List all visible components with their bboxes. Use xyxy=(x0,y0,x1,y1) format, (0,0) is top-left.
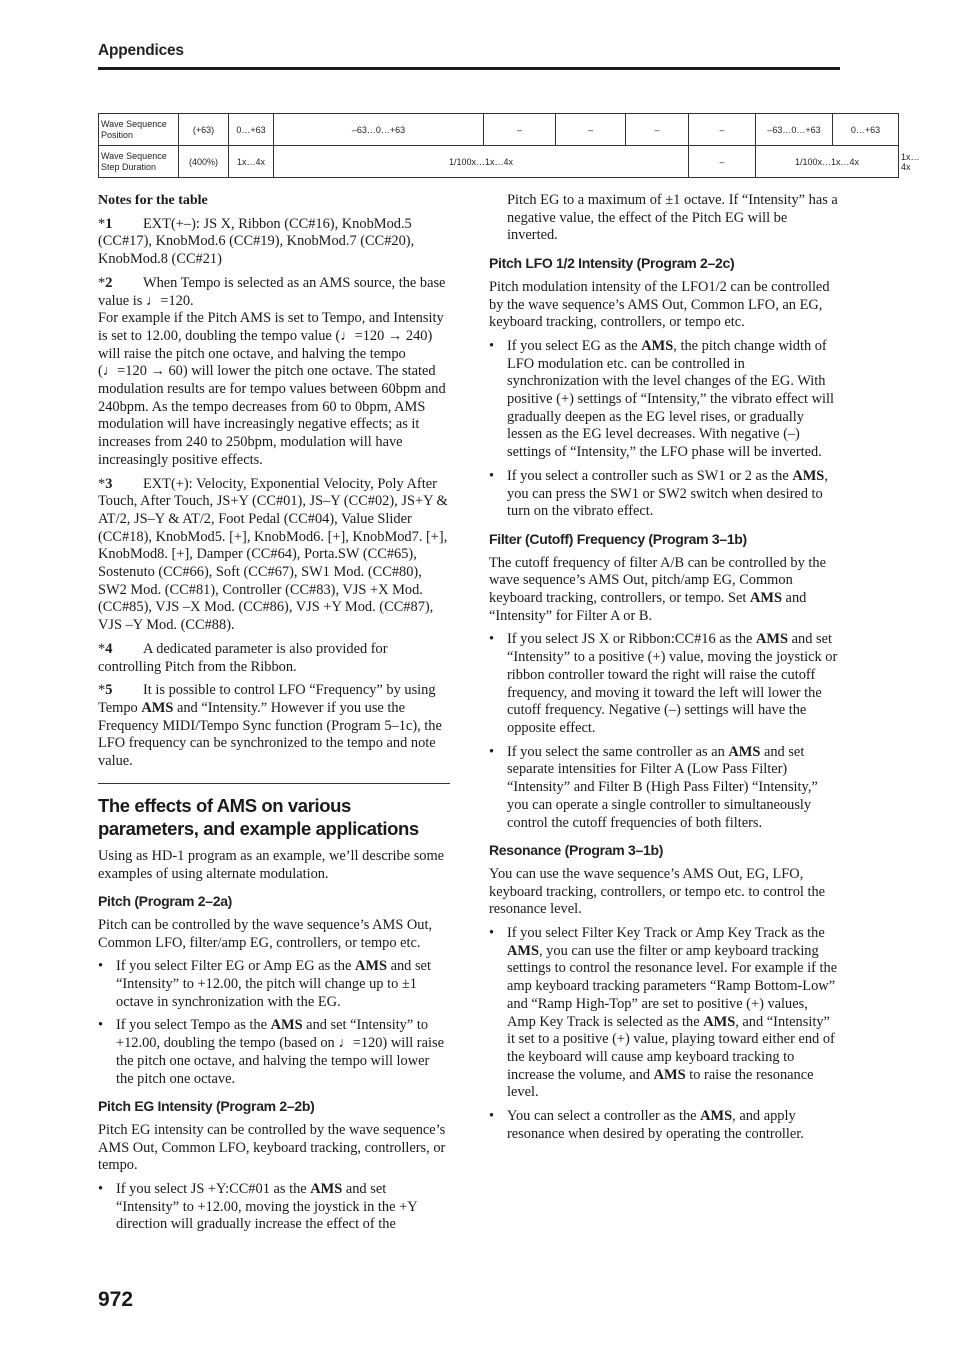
page-header xyxy=(98,42,840,60)
subheading-filter: Filter (Cutoff) Frequency (Program 3–1b) xyxy=(489,530,747,547)
notes-heading: Notes for the table xyxy=(98,193,208,208)
param-range: –63…0…+63 xyxy=(274,114,484,146)
param-base: (400%) xyxy=(179,146,229,178)
table-note: *2 When Tempo is selected as an AMS source, the base value is ♩=120. xyxy=(98,274,446,309)
list-item: • If you select EG as the AMS, the pitch change width of LFO modulation etc. can be controlled in synchronization with the level changes of the EG. With positive (+) settings of “Intensity,” the vibrato effect will gradually deepen as the EG level rises, or gradually lessen as the EG level decreases. With negative (–) settings of “Intensity,” the LFO phase will be inverted. xyxy=(489,337,835,461)
section-title: The effects of AMS on various parameters, and example applications xyxy=(98,794,419,839)
subheading-resonance: Resonance (Program 3–1b) xyxy=(489,842,664,859)
param-dash: – xyxy=(484,114,556,146)
list-item: • If you select the same controller as an AMS and set separate intensities for Filter A (Low Pass Filter) “Intensity” and Filter B (High Pass Filter) “Intensity,” you can operate a single controller to simultaneously control the cutoff frequencies of both filters. xyxy=(489,743,818,831)
list-item: • You can select a controller as the AMS, and apply resonance when desired by operating the controller. xyxy=(489,1108,804,1142)
table-note-continued: For example if the Pitch AMS is set to Tempo, and Intensity is set to 12.00, doubling the tempo value (♩=120 → 240) will raise the pitch one octave, and halving the tempo (♩=120 → 60) will lower the pitch one octave. The stated modulation results are for tempo values between 60bpm and 240bpm. As the tempo decreases from 60 to 0bpm, AMS modulation will have increasingly negative effects; as it increases from 240 to 250bpm, modulation will have increasingly positive effects. xyxy=(98,310,446,468)
subheading-pitch-lfo: Pitch LFO 1/2 Intensity (Program 2–2c) xyxy=(489,255,735,272)
paragraph: Pitch EG intensity can be controlled by the wave sequence’s AMS Out, Common LFO, keyboard tracking, controllers, or tempo. xyxy=(98,1121,446,1174)
bullet-list xyxy=(489,631,839,832)
param-dash: – xyxy=(626,114,689,146)
bullet-list xyxy=(489,925,839,1143)
list-item: • If you select a controller such as SW1 or 2 as the AMS, you can press the SW1 or SW2 switch when desired to turn on the vibrato effect. xyxy=(489,467,828,520)
list-item: • If you select Filter EG or Amp EG as the AMS and set “Intensity” to +12.00, the pitch will change up to ±1 octave in synchronization with the EG. xyxy=(98,958,431,1010)
right-column xyxy=(489,192,839,1149)
paragraph: Pitch can be controlled by the wave sequence’s AMS Out, Common LFO, filter/amp EG, controllers, or tempo etc. xyxy=(98,916,433,951)
section-intro: Using as HD-1 program as an example, we’ll describe some examples of using alternate modulation. xyxy=(98,847,445,882)
list-item: • If you select Tempo as the AMS and set “Intensity” to +12.00, doubling the tempo (based on ♩=120) will raise the pitch one octave, and halving the tempo will lower the pitch one octave. xyxy=(98,1017,444,1087)
param-base: (+63) xyxy=(179,114,229,146)
paragraph: Pitch modulation intensity of the LFO1/2 can be controlled by the wave sequence’s AMS Out, Common LFO, an EG, keyboard tracking, controllers, or tempo etc. xyxy=(489,278,830,331)
table-row: Wave Sequence Step Duration (400%) 1x…4x 1/100x…1x…4x – 1/100x…1x…4x 1x…4x xyxy=(99,146,899,178)
list-item: • If you select Filter Key Track or Amp Key Track as the AMS, you can use the filter or amp keyboard tracking settings to control the resonance level. For example if the amp keyboard tracking parameters “Ramp Bottom-Low” and “Ramp High-Top” are set to positive (+) values, Amp Key Track is selected as the AMS, and “Intensity” it set to a positive (+) value, playing toward either end of the keyboard will cause amp keyboard tracking to increase the volume, and AMS to raise the resonance level. xyxy=(489,925,838,1101)
table-row xyxy=(99,114,899,146)
param-range: 1/100x…1x…4x xyxy=(756,146,899,178)
param-range: 1x…4x xyxy=(229,146,274,178)
continued-paragraph: Pitch EG to a maximum of ±1 octave. If “Intensity” has a negative value, the effect of the Pitch EG will be inverted. xyxy=(507,192,838,244)
parameter-table xyxy=(98,113,920,178)
param-dash: – xyxy=(689,114,756,146)
bullet-list xyxy=(98,1181,450,1234)
table-note: *5 It is possible to control LFO “Frequency” by using Tempo AMS and “Intensity.” However if you use the Frequency MIDI/Tempo Sync function (Program 5–1c), the LFO frequency can be synchronized to the tempo and note value. xyxy=(98,682,442,770)
param-range: 0…+63 xyxy=(229,114,274,146)
param-range: 0…+63 xyxy=(833,114,899,146)
page-number: 972 xyxy=(98,1288,134,1311)
section-label: Appendices xyxy=(98,42,184,59)
bullet-list xyxy=(489,338,839,521)
paragraph: The cutoff frequency of filter A/B can be controlled by the wave sequence’s AMS Out, pitch/amp EG, Common keyboard tracking, controllers, or tempo. Set AMS and “Intensity” for Filter A or B. xyxy=(489,554,826,624)
header-rule xyxy=(98,67,840,70)
list-item: • If you select JS X or Ribbon:CC#16 as the AMS and set “Intensity” to a positive (+) value, moving the joystick or ribbon controller toward the right will raise the cutoff frequency, and moving it toward the left will lower the cutoff frequency. Negative (–) settings will have the opposite effect. xyxy=(489,631,838,736)
left-column xyxy=(98,192,450,1240)
param-range: 1/100x…1x…4x xyxy=(274,146,689,178)
subheading-pitch: Pitch (Program 2–2a) xyxy=(98,893,233,910)
paragraph: You can use the wave sequence’s AMS Out, EG, LFO, keyboard tracking, controllers, or tempo etc. to control the resonance level. xyxy=(489,865,826,918)
param-name: Wave Sequence Step Duration xyxy=(99,146,179,178)
table-note: *1 EXT(+–): JS X, Ribbon (CC#16), KnobMod.5 (CC#17), KnobMod.6 (CC#19), KnobMod.7 (CC#20), KnobMod.8 (CC#21) xyxy=(98,215,415,268)
param-name: Wave Sequence Position xyxy=(99,114,179,146)
subheading-pitch-eg: Pitch EG Intensity (Program 2–2b) xyxy=(98,1098,315,1115)
bullet-list xyxy=(98,958,450,1088)
param-range: –63…0…+63 xyxy=(756,114,833,146)
section-divider xyxy=(98,783,450,784)
param-dash: – xyxy=(689,146,756,178)
table-note: *4 A dedicated parameter is also provided for controlling Pitch from the Ribbon. xyxy=(98,640,388,675)
list-item: • If you select JS +Y:CC#01 as the AMS and set “Intensity” to +12.00, moving the joystick in the +Y direction will gradually increase the effect of the xyxy=(98,1181,418,1233)
param-dash: – xyxy=(556,114,626,146)
table-note: *3 EXT(+): Velocity, Exponential Velocity, Poly After Touch, After Touch, JS+Y (CC#01), JS–Y (CC#02), JS+Y & AT/2, JS–Y & AT/2, Foot Pedal (CC#04), Value Slider (CC#18), KnobMod5. [+], KnobMod6. [+], KnobMod7. [+], KnobMod8. [+], Damper (CC#64), Porta.SW (CC#65), Sostenuto (CC#66), Soft (CC#67), SW1 Mod. (CC#80), SW2 Mod. (CC#81), Controller (CC#83), VJS +X Mod. (CC#85), VJS –X Mod. (CC#86), VJS +Y Mod. (CC#87), VJS –Y Mod. (CC#88). xyxy=(98,475,448,634)
